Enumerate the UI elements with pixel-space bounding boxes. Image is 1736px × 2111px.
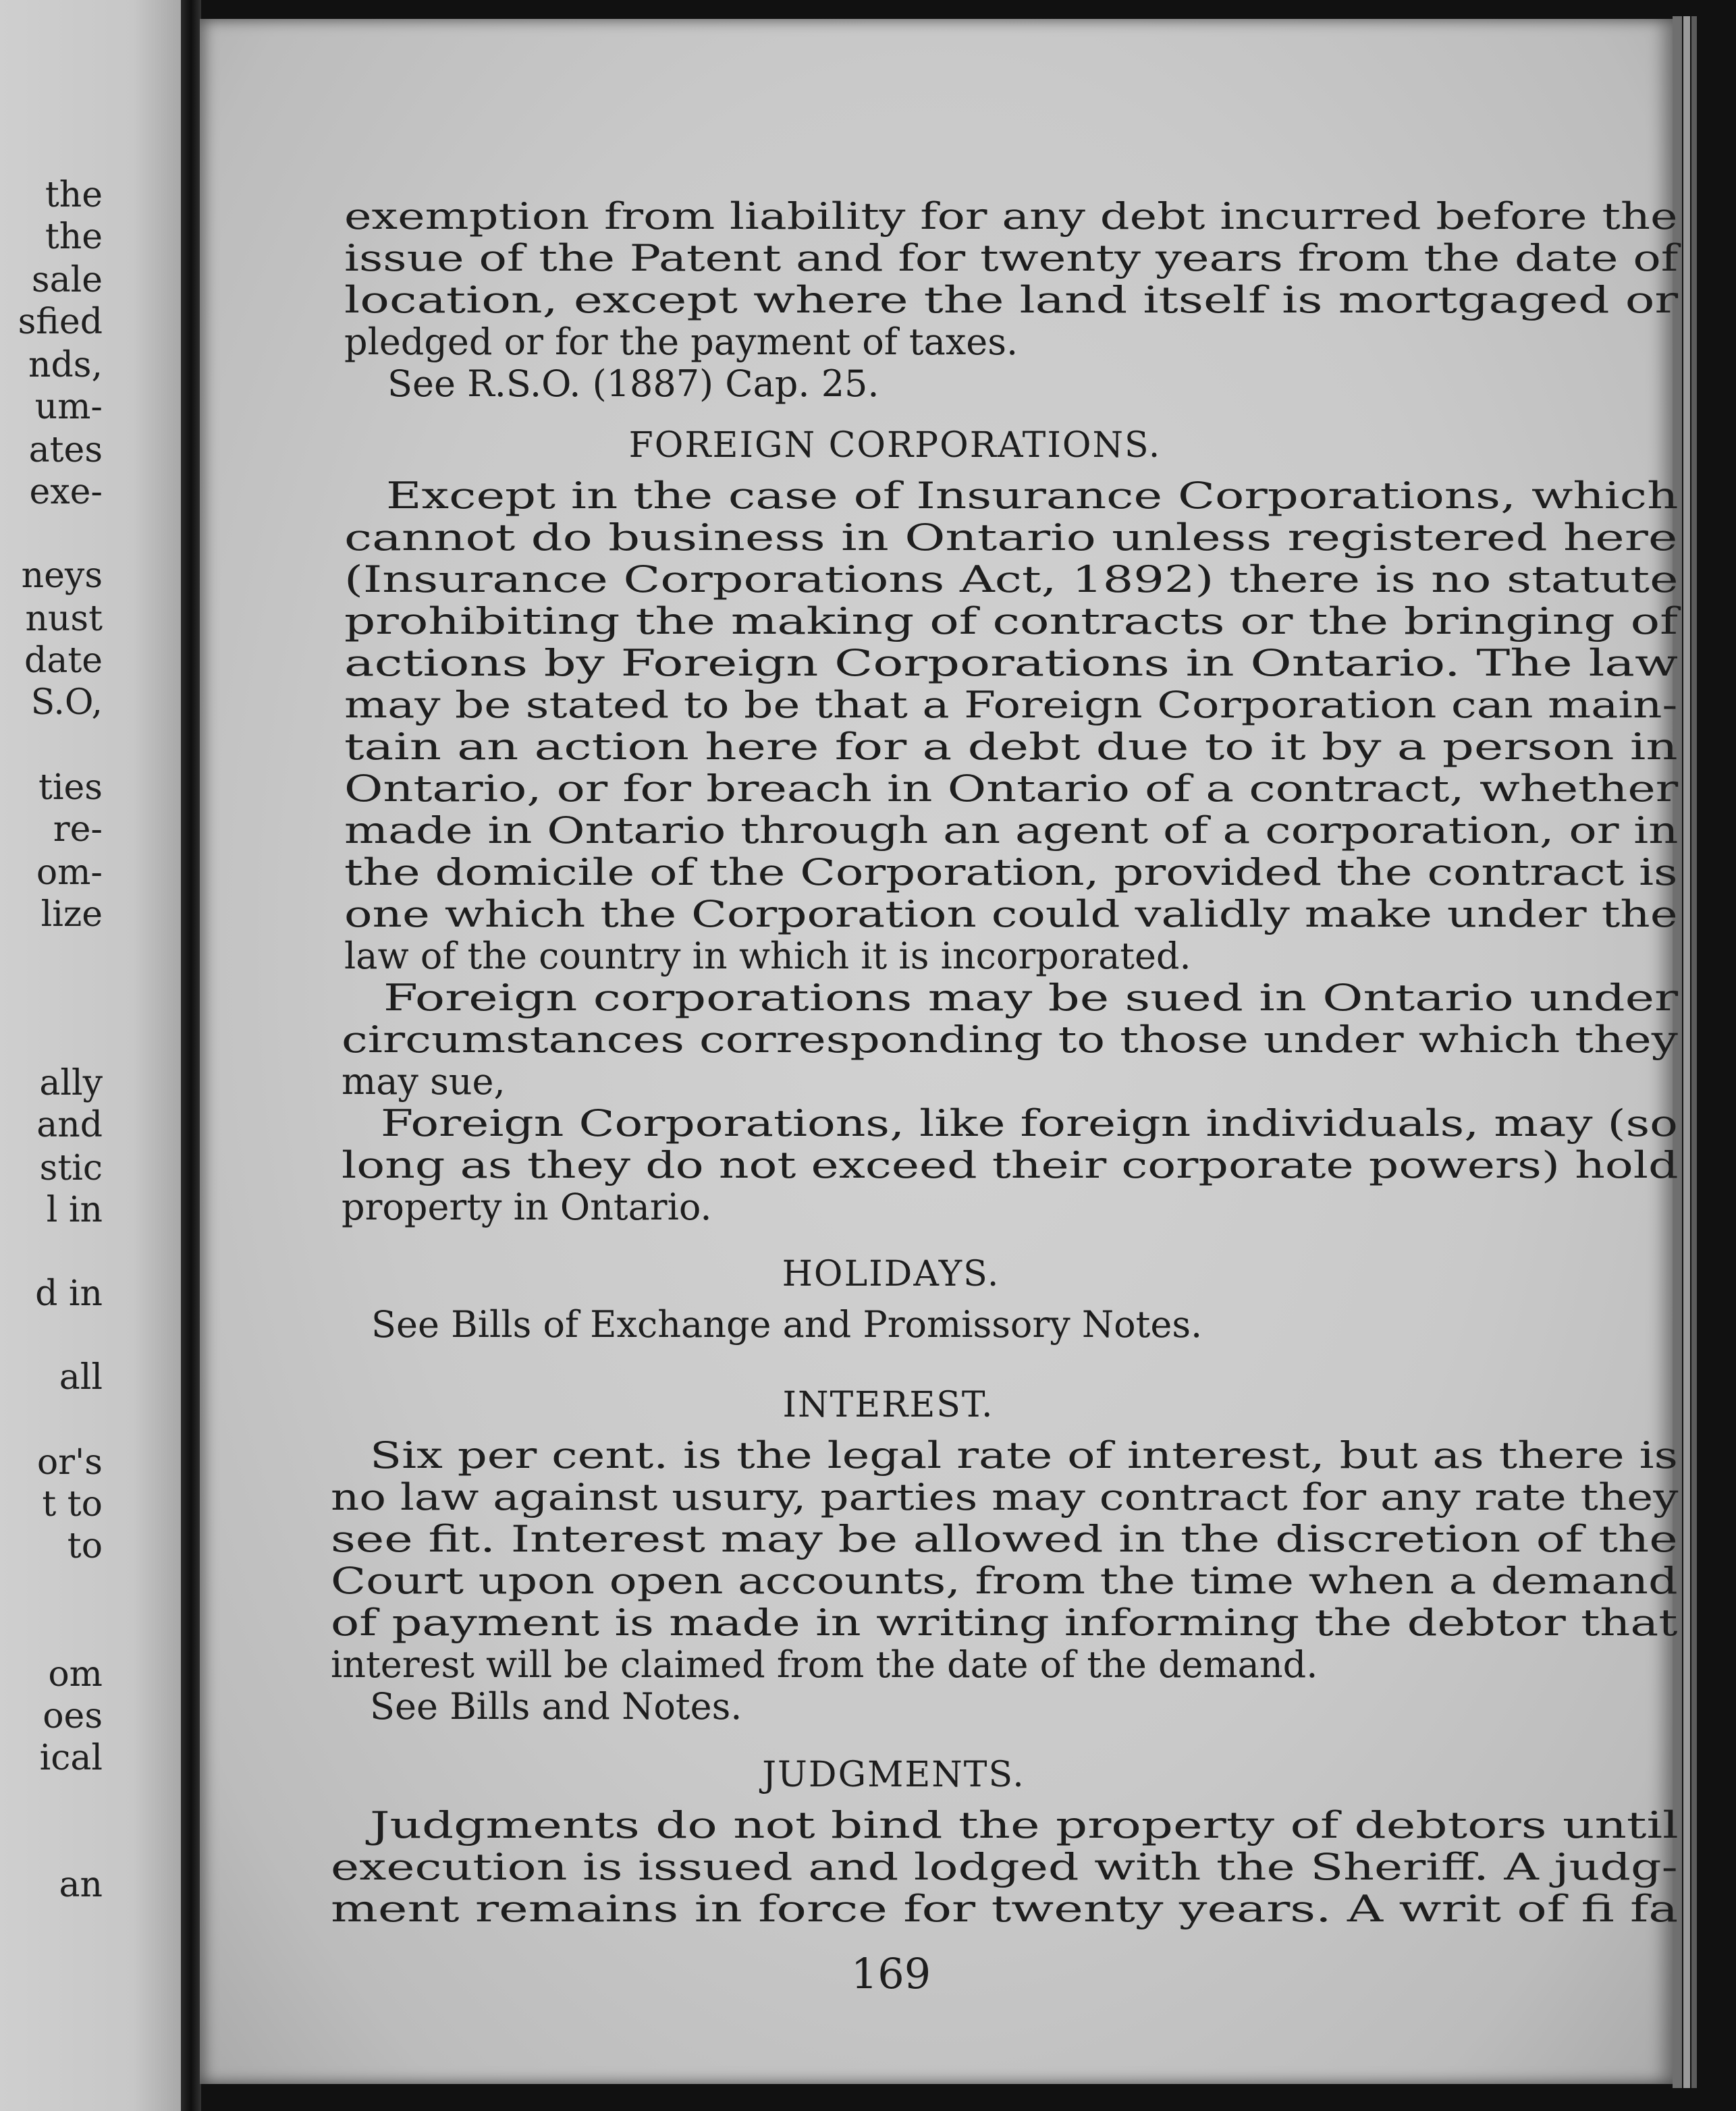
body-line: Ontario, or for breach in Ontario of a contract, whether — [344, 767, 1679, 810]
left-fragment: an — [59, 1865, 103, 1905]
body-line: tain an action here for a debt due to it by a person in — [344, 725, 1678, 768]
left-fragment: or's — [36, 1442, 103, 1483]
section-heading: JUDGMENTS. — [762, 1755, 1025, 1795]
left-fragment: nust — [25, 599, 103, 639]
left-fragment: the — [45, 175, 103, 215]
body-line: law of the country in which it is incorporated. — [344, 935, 1191, 977]
left-fragment: nds, — [28, 345, 103, 385]
left-fragment: the — [45, 217, 103, 257]
left-fragment: om- — [36, 852, 103, 893]
left-fragment: ties — [38, 767, 103, 808]
body-line: circumstances corresponding to those under which they — [342, 1018, 1678, 1061]
body-line: Except in the case of Insurance Corporations, which — [386, 474, 1679, 517]
left-fragment: and — [36, 1105, 103, 1145]
body-line: See Bills of Exchange and Promissory Notes. — [371, 1303, 1203, 1346]
body-line: may sue, — [342, 1060, 506, 1103]
body-line: property in Ontario. — [342, 1186, 712, 1228]
body-line: Foreign corporations may be sued in Ontario under — [383, 977, 1679, 1019]
body-line: execution is issued and lodged with the Sheriff. A judg- — [331, 1846, 1678, 1888]
left-fragment: exe- — [29, 472, 103, 512]
body-line: Foreign Corporations, like foreign individuals, may (so — [381, 1102, 1678, 1145]
page-edge — [1691, 16, 1697, 2088]
left-fragment: ates — [28, 430, 103, 470]
left-fragment: lize — [40, 894, 103, 935]
body-line: See R.S.O. (1887) Cap. 25. — [387, 362, 879, 405]
body-line: one which the Corporation could validly make under the — [344, 893, 1678, 935]
body-line: no law against usury, parties may contract for any rate they — [331, 1476, 1679, 1518]
body-line: see fit. Interest may be allowed in the discretion of the — [331, 1518, 1678, 1560]
body-line: location, except where the land itself is mortgaged or — [344, 279, 1679, 321]
left-fragment: d in — [35, 1273, 103, 1314]
body-line: Judgments do not bind the property of debtors until — [370, 1804, 1679, 1846]
body-line: may be stated to be that a Foreign Corporation can main- — [344, 684, 1678, 726]
left-fragment: om — [48, 1654, 103, 1695]
left-fragment: re- — [53, 809, 103, 850]
body-line: issue of the Patent and for twenty years from the date of — [344, 237, 1679, 279]
left-fragment: t to — [42, 1484, 103, 1525]
left-fragment: to — [67, 1526, 103, 1566]
body-line: of payment is made in writing informing the debtor that — [331, 1601, 1678, 1644]
body-line: (Insurance Corporations Act, 1892) there is no statute — [344, 558, 1679, 601]
body-line: interest will be claimed from the date of the demand. — [331, 1643, 1318, 1686]
section-heading: INTEREST. — [782, 1385, 994, 1425]
body-line: made in Ontario through an agent of a corporation, or in — [344, 809, 1679, 852]
left-fragment: um- — [34, 387, 103, 427]
left-fragment: oes — [43, 1696, 103, 1736]
left-fragment: date — [24, 640, 103, 681]
body-line: pledged or for the payment of taxes. — [344, 321, 1019, 363]
left-fragment: all — [59, 1357, 103, 1398]
body-line: exemption from liability for any debt incurred before the — [344, 195, 1678, 238]
body-line: Court upon open accounts, from the time when a demand — [331, 1560, 1678, 1602]
left-fragment: sale — [31, 260, 103, 300]
left-page-fragment — [0, 0, 190, 2111]
body-line: the domicile of the Corporation, provided the contract is — [344, 851, 1678, 894]
body-line: See Bills and Notes. — [370, 1685, 742, 1728]
body-line: Six per cent. is the legal rate of interest, but as there is — [370, 1434, 1678, 1477]
left-fragment: neys — [21, 555, 103, 596]
page-number: 169 — [850, 1949, 931, 1998]
left-fragment: S.O, — [30, 682, 103, 723]
book-gutter — [181, 0, 201, 2111]
left-fragment: sfied — [18, 302, 103, 342]
left-fragment: ical — [39, 1738, 103, 1778]
body-line: cannot do business in Ontario unless registered here — [344, 516, 1678, 559]
body-line: actions by Foreign Corporations in Ontario. The law — [344, 642, 1678, 684]
book-page — [200, 19, 1679, 2084]
left-fragment: stic — [39, 1148, 103, 1188]
section-heading: HOLIDAYS. — [782, 1254, 1000, 1294]
section-heading: FOREIGN CORPORATIONS. — [628, 425, 1162, 466]
body-line: long as they do not exceed their corporate powers) hold — [342, 1144, 1679, 1186]
body-line: ment remains in force for twenty years. A writ of fi fa — [331, 1888, 1679, 1930]
left-fragment: l in — [46, 1190, 103, 1230]
body-line: prohibiting the making of contracts or the bringing of — [344, 600, 1678, 642]
left-fragment: ally — [39, 1063, 103, 1103]
page-edge — [1683, 16, 1690, 2088]
